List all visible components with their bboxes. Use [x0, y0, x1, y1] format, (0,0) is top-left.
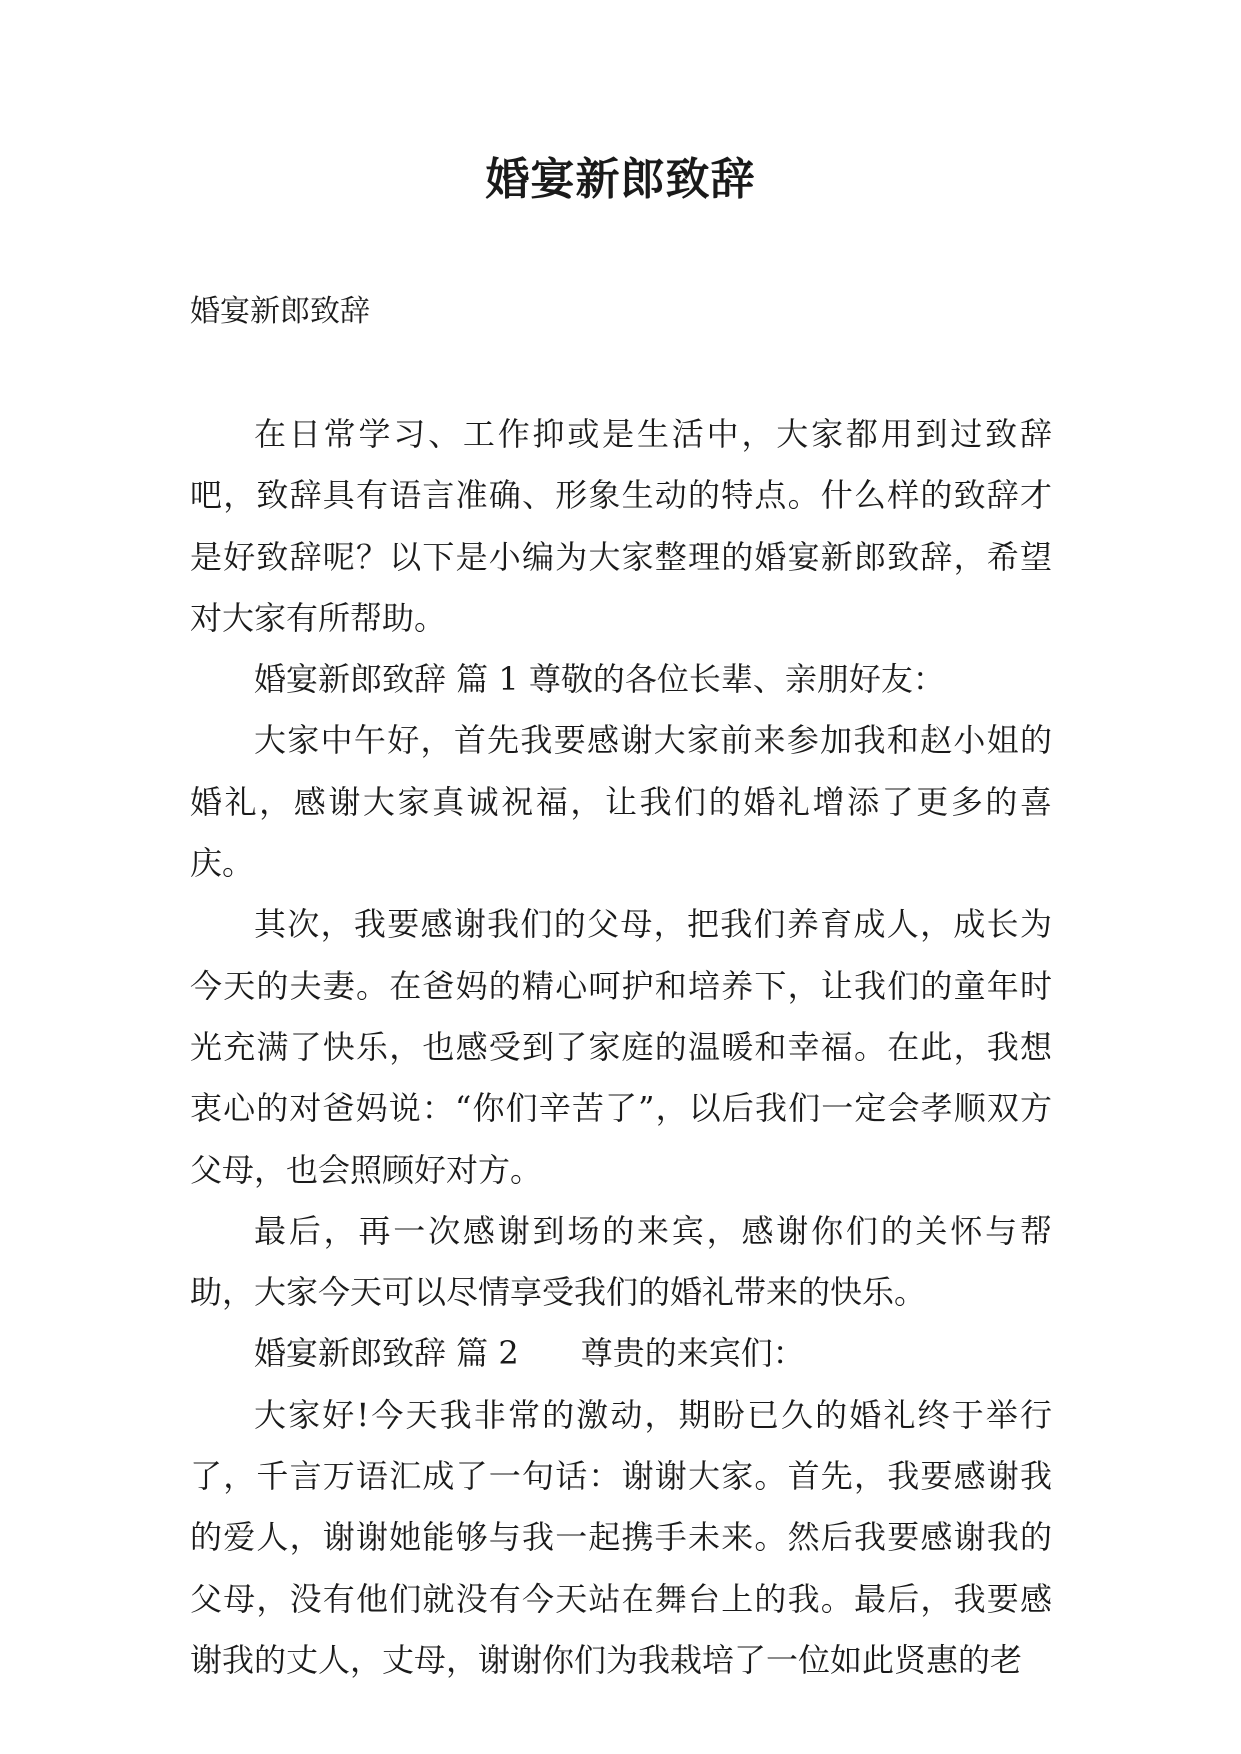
section2-heading-label: 婚宴新郎致辞 篇 2 — [254, 1334, 519, 1373]
section1-paragraph-1: 大家中午好，首先我要感谢大家前来参加我和赵小姐的婚礼，感谢大家真诚祝福，让我们的婚礼增添了更多的喜庆。 — [190, 721, 1052, 883]
section2-paragraph-1: 大家好!今天我非常的激动，期盼已久的婚礼终于举行了，千言万语汇成了一句话：谢谢大家。首先，我要感谢我的爱人，谢谢她能够与我一起携手未来。然后我要感谢我的父母，没有他们就没有今天站在舞台上的我。最后，我要感谢我的丈人，丈母，谢谢你们为我栽培了一位如此贤惠的老 — [190, 1395, 1052, 1679]
section2-heading — [190, 1323, 1052, 1384]
document-subtitle: 婚宴新郎致辞 — [190, 294, 370, 329]
document-title: 婚宴新郎致辞 — [485, 154, 756, 205]
section1-paragraph-2: 其次，我要感谢我们的父母，把我们养育成人，成长为今天的夫妻。在爸妈的精心呵护和培养下，让我们的童年时光充满了快乐，也感受到了家庭的温暖和幸福。在此，我想衷心的对爸妈说：“你们辛苦了”，以后我们一定会孝顺双方父母，也会照顾好对方。 — [190, 905, 1052, 1189]
section1-heading: 婚宴新郎致辞 篇 1 尊敬的各位长辈、亲朋好友： — [254, 660, 945, 699]
intro-paragraph: 在日常学习、工作抑或是生活中，大家都用到过致辞吧，致辞具有语言准确、形象生动的特点。什么样的致辞才是好致辞呢？以下是小编为大家整理的婚宴新郎致辞，希望对大家有所帮助。 — [190, 415, 1052, 637]
section1-paragraph-3: 最后，再一次感谢到场的来宾，感谢你们的关怀与帮助，大家今天可以尽情享受我们的婚礼带来的快乐。 — [190, 1211, 1052, 1312]
document-body — [190, 404, 1052, 1691]
section2-heading-greeting: 尊贵的来宾们： — [580, 1334, 805, 1373]
